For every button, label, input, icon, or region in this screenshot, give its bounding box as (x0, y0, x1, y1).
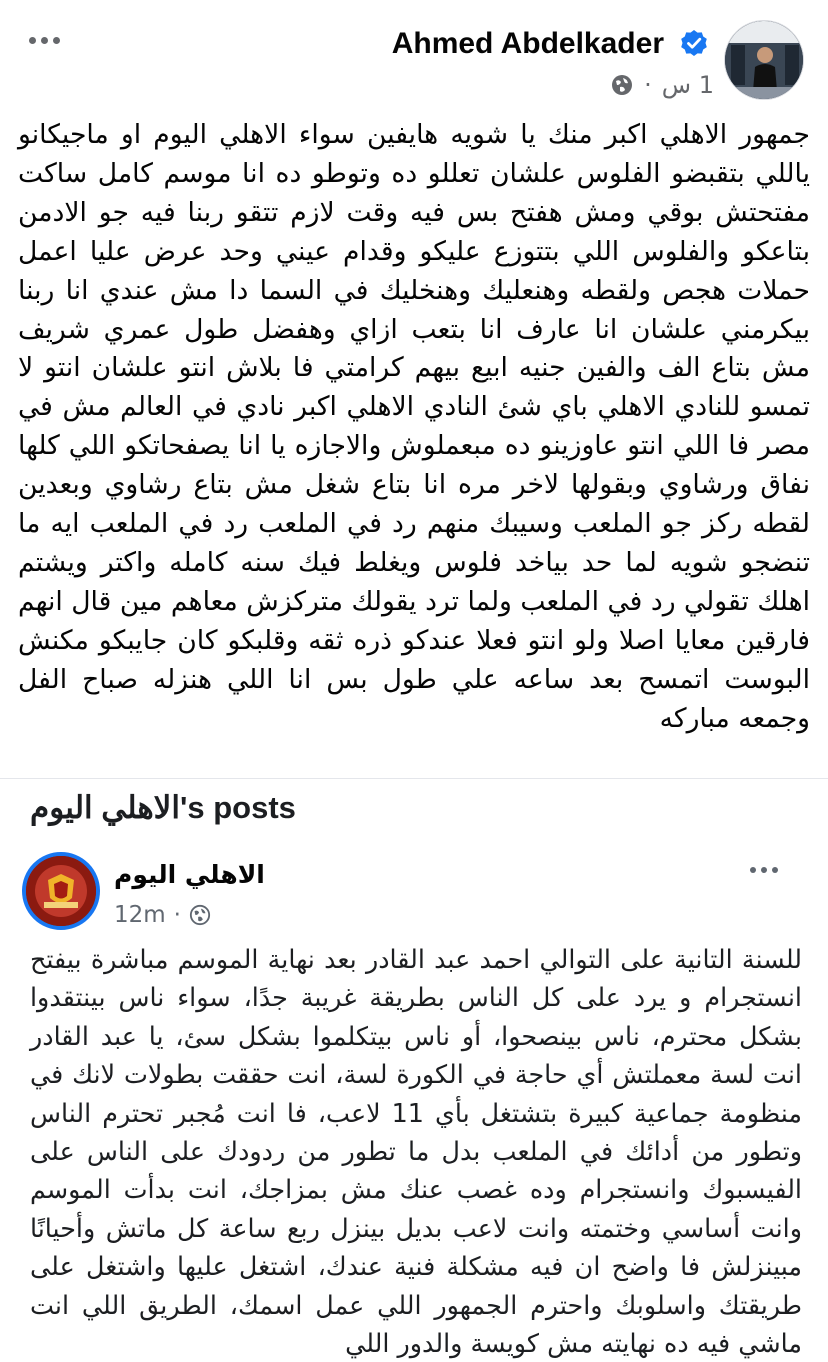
post-meta (610, 70, 714, 100)
meta-separator: · (644, 71, 652, 99)
globe-icon (610, 73, 634, 97)
author-avatar[interactable] (724, 20, 804, 100)
globe-icon (189, 904, 211, 926)
shared-post-options-button[interactable] (742, 856, 786, 884)
post-options-button[interactable] (22, 26, 66, 54)
shared-posts-header: الاهلي اليوم's posts (30, 790, 296, 825)
shared-post-body: للسنة التانية على التوالي احمد عبد القادر بعد نهاية الموسم مباشرة بيفتح انستجرام و يرد على كل الناس بطريقة غريبة جدًا، سواء ناس بينتقدوا بشكل محترم، ناس بينصحوا، أو ناس بيتكلموا بشكل سئ، يا عبد القادر انت لسة معملتش أي حاجة في الكورة لسة، انت حققت بطولات لانك في منظومة جماعية كبيرة بتشتغل بأي 11 لاعب، فا انت مُجبر تحترم الناس وتطور من أدائك في الملعب بدل ما تطور من ردودك على الناس على الفيسبوك وانستجرام وده غصب عنك مش بمزاجك، انت بدأت الموسم وانت أساسي وختمته وانت لاعب بديل بينزل ربع ساعة كل ماتش وأحيانًا مبينزلش فا واضح ان فيه مشكلة فنية عندك، اشتغل عليها واشتغل على طريقتك واسلوبك واحترم الجمهور اللي عمل اسمك، الطريق اللي انت ماشي فيه ده نهايته مش كويسة والدور اللي (30, 944, 802, 1359)
page-avatar[interactable] (22, 852, 100, 930)
meta-separator: · (173, 902, 181, 928)
author-name[interactable]: Ahmed Abdelkader (391, 27, 664, 60)
shared-post-time[interactable]: 12m (114, 902, 166, 928)
verified-badge-icon (678, 28, 710, 60)
divider (0, 778, 828, 779)
page-name[interactable]: الاهلي اليوم (114, 860, 265, 889)
shared-post-meta (114, 900, 211, 930)
post-body: جمهور الاهلي اكبر منك يا شويه هايفين سواء الاهلي اليوم او ماجيكانو ياللي بتقبضو الفلوس علشان تعللو ده وتوطو ده انا موسم كامل ساكت مفتحتش بوقي ومش هفتح بس فيه وقت لازم تتقو ربنا فيه جو الادمن بتاعكو والفلوس اللي بتتوزع عليكو وقدام عيني وحد عرض عليا اعمل حملات هجص ولقطه وهنعليك وهنخليك في السما دا مش عندي انا ربنا بيكرمني علشان انا عارف انا بتعب ازاي وهفضل طول عمري شريف مش بتاع الف والفين جنيه ابيع بيهم كرامتي فا بلاش انتو علشان انتو لا تمسو للنادي الاهلي باي شئ النادي الاهلي اكبر نادي في العالم مش في مصر فا اللي انتو عاوزينو ده مبعملوش والاجازه يا انا يصفحاتكو اللي كلها نفاق ورشاوي وبقولها لاخر مره انا بتاع شغل مش بتاع رشاوي وبعدين لقطه ركز جو الملعب وسيبك منهم رد في الملعب رد في الملعب ايه ما تنضجو شويه لما حد بياخد فلوس ويغلط فيك سنه كامله واكتر ويشتم اهلك تقولي رد في الملعب ولما ترد يقولك متركزش معاهم مين قال انهم فارقين معايا اصلا ولو انتو فعلا عندكو ذره ثقه وقلبكو كان جايبكو مكنش البوست اتمسح بعد ساعه علي طول بس انا اللي هنزله صباح الفل وجمعه مباركه (18, 119, 810, 734)
post-time[interactable]: 1 س (661, 71, 714, 99)
